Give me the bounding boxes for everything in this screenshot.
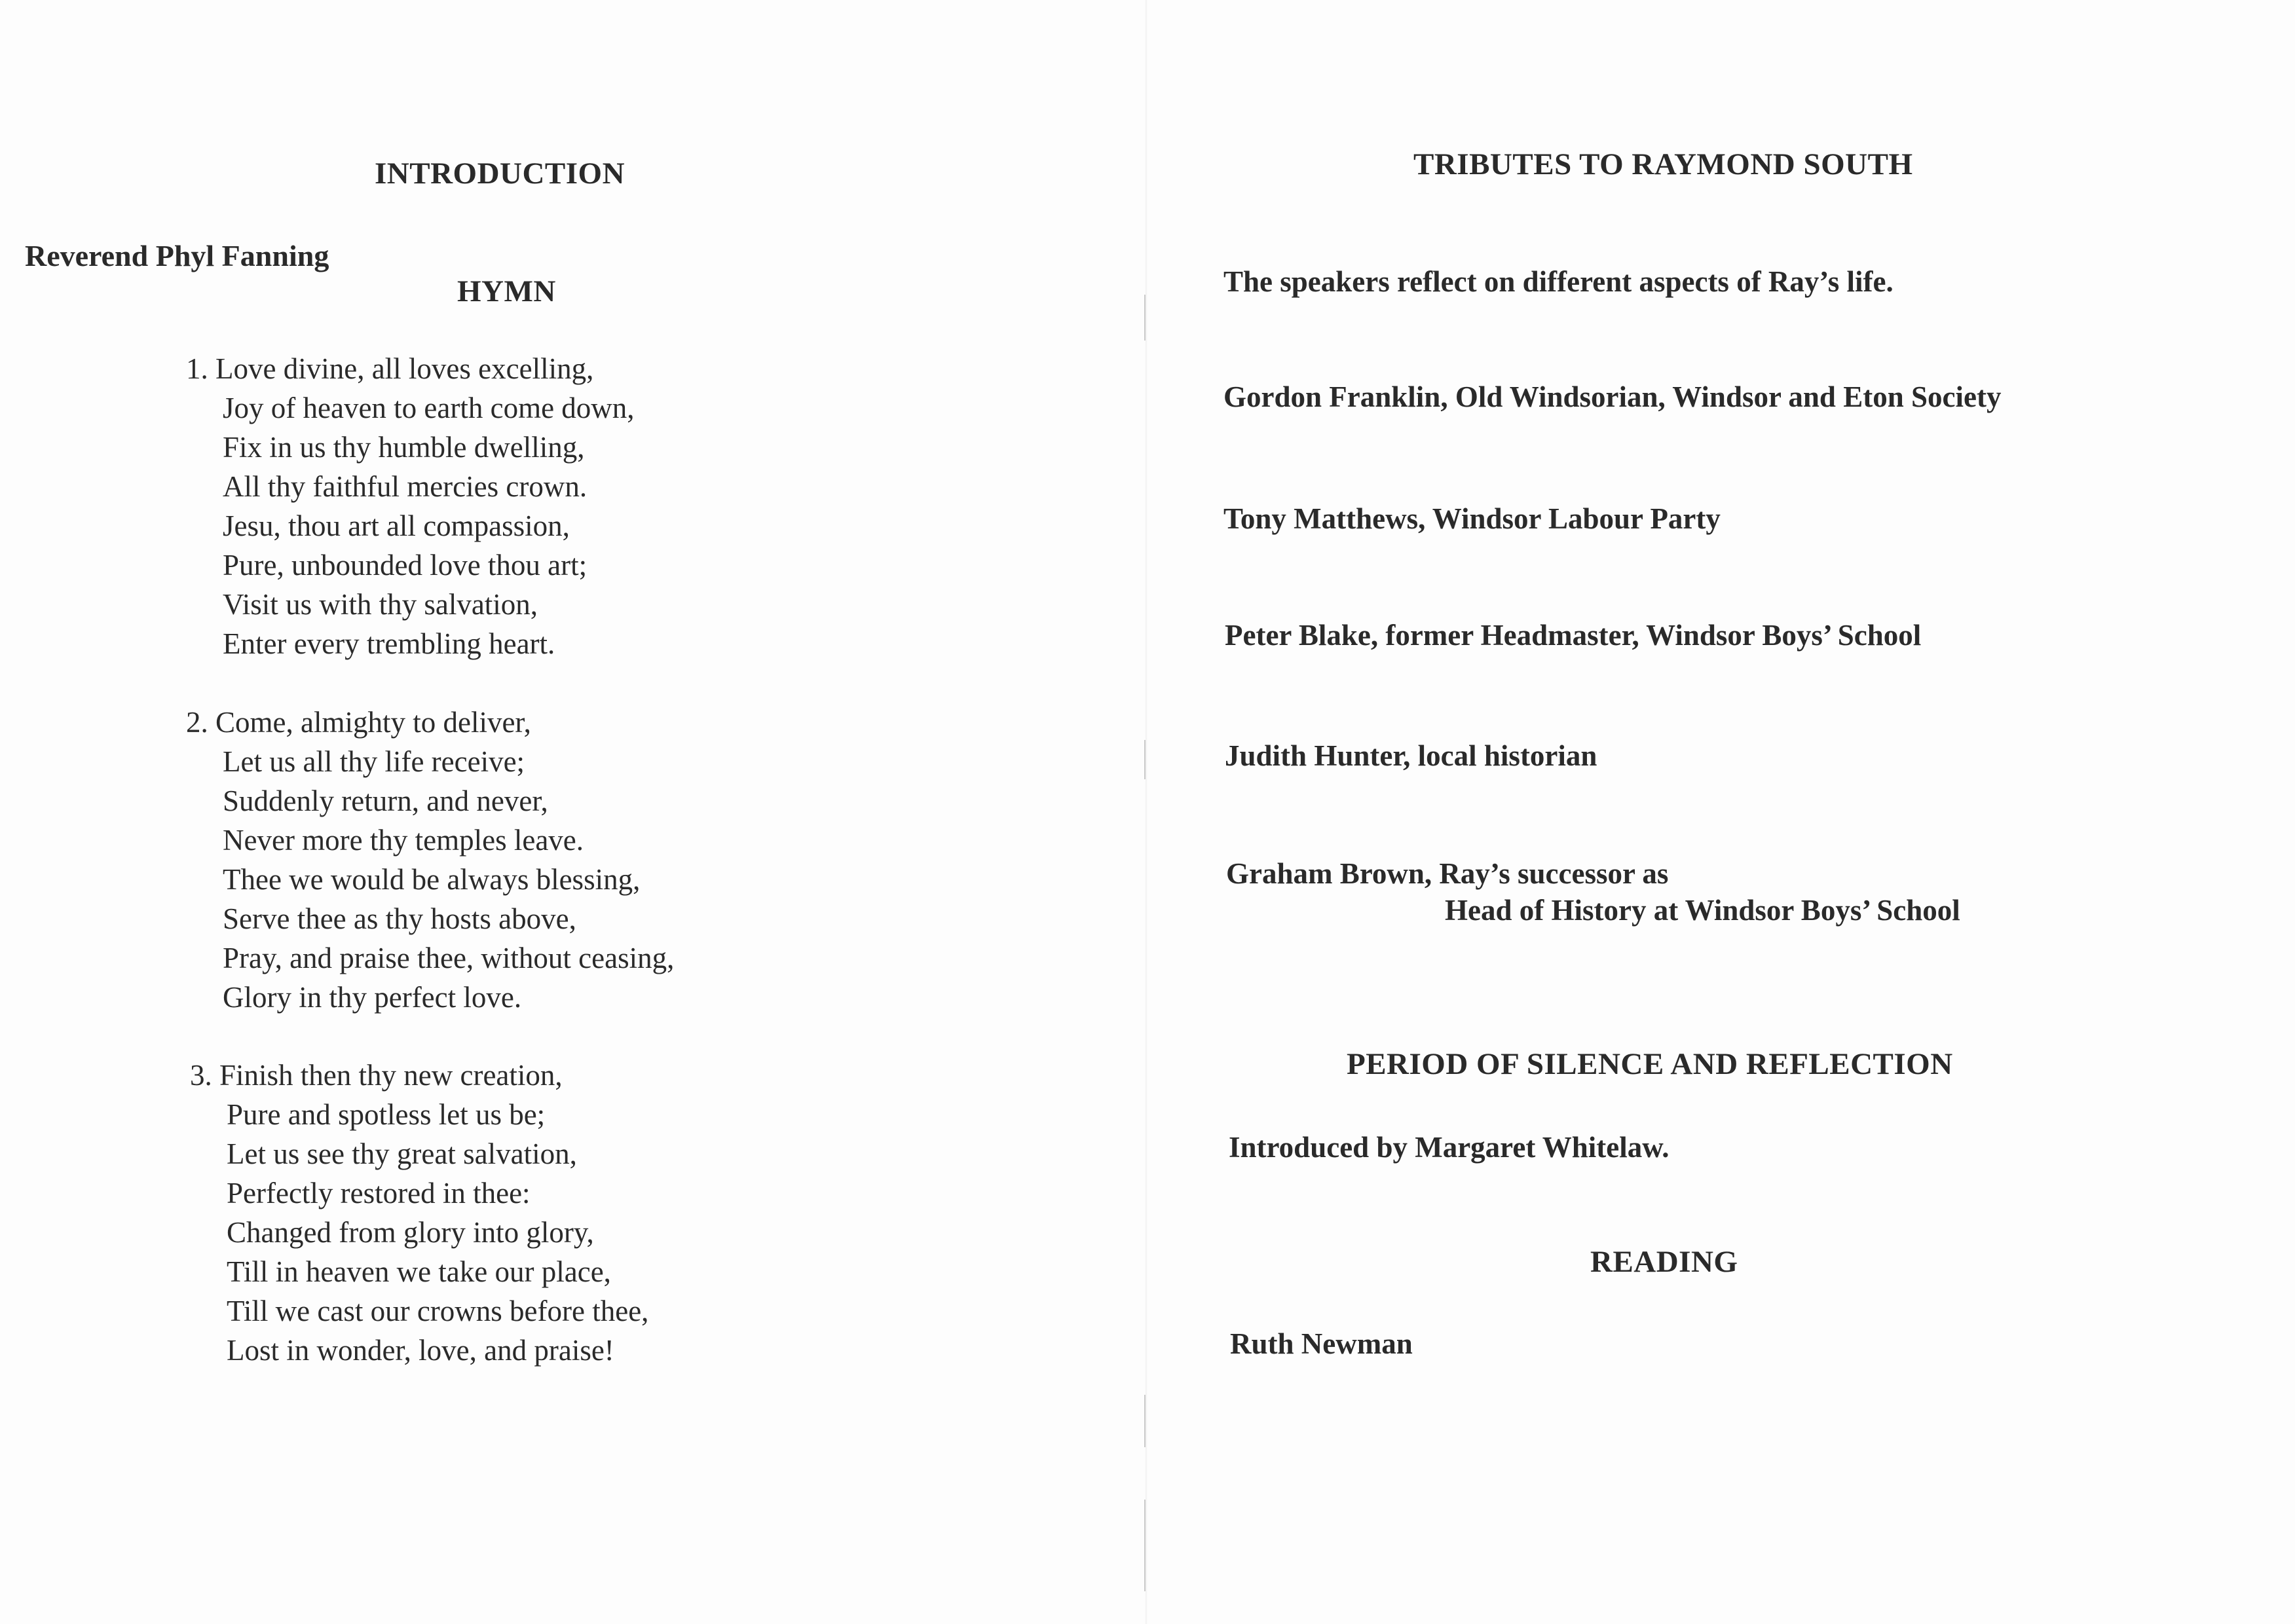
speaker-judith-hunter: Judith Hunter, local historian [1225,739,1597,772]
verse-line: Thee we would be always blessing, [223,863,641,896]
verse-line: Suddenly return, and never, [223,784,548,817]
speaker-graham-brown-line1: Graham Brown, Ray’s successor as [1226,857,1669,890]
verse-line: Perfectly restored in thee: [227,1177,531,1209]
verse-line: Pure, unbounded love thou art; [223,549,588,581]
tributes-heading: TRIBUTES TO RAYMOND SOUTH [1413,147,1913,181]
verse-line: Jesu, thou art all compassion, [223,509,570,542]
verse-line: Pure and spotless let us be; [227,1098,546,1131]
officiant-name: Reverend Phyl Fanning [25,239,329,272]
reader-name: Ruth Newman [1230,1327,1413,1360]
verse-line: Let us see thy great salvation, [227,1137,577,1170]
hymn-verse-2 [186,703,841,1017]
verse-line: Pray, and praise thee, without ceasing, [223,942,675,974]
silence-heading: PERIOD OF SILENCE AND REFLECTION [1347,1047,1953,1081]
verse-line: Till we cast our crowns before thee, [227,1295,649,1327]
verse-line: Glory in thy perfect love. [223,981,522,1014]
verse-line: Fix in us thy humble dwelling, [223,431,585,464]
reading-heading: READING [1590,1245,1738,1279]
hymn-heading: HYMN [457,274,556,308]
verse-line: 1. Love divine, all loves excelling, [186,352,594,385]
speaker-graham-brown-line2: Head of History at Windsor Boys’ School [1445,894,1960,927]
speaker-tony-matthews: Tony Matthews, Windsor Labour Party [1223,502,1721,535]
fold-crease-mark [1144,295,1146,341]
introduction-heading: INTRODUCTION [375,157,625,191]
silence-intro: Introduced by Margaret Whitelaw. [1229,1131,1670,1164]
fold-crease-mark [1144,1500,1146,1591]
speaker-peter-blake: Peter Blake, former Headmaster, Windsor Boys’ School [1225,619,1922,652]
verse-line: Changed from glory into glory, [227,1216,594,1249]
verse-line: Never more thy temples leave. [223,824,584,857]
verse-line: Joy of heaven to earth come down, [223,392,635,424]
hymn-verse-1 [186,349,841,663]
verse-line: Let us all thy life receive; [223,745,525,778]
verse-line: Enter every trembling heart. [223,627,555,660]
tributes-intro: The speakers reflect on different aspects of Ray’s life. [1223,265,1894,298]
verse-line: Till in heaven we take our place, [227,1255,611,1288]
verse-line: 2. Come, almighty to deliver, [186,706,531,739]
verse-line: Visit us with thy salvation, [223,588,538,621]
fold-crease-mark [1144,740,1146,779]
page-fold [1145,0,1148,1624]
verse-line: 3. Finish then thy new creation, [190,1059,563,1092]
verse-line: Lost in wonder, love, and praise! [227,1334,614,1367]
speaker-gordon-franklin: Gordon Franklin, Old Windsorian, Windsor and Eton Society [1223,380,2002,413]
verse-line: All thy faithful mercies crown. [223,470,588,503]
fold-crease-mark [1144,1395,1146,1447]
verse-line: Serve thee as thy hosts above, [223,902,576,935]
hymn-verse-3 [190,1056,845,1370]
